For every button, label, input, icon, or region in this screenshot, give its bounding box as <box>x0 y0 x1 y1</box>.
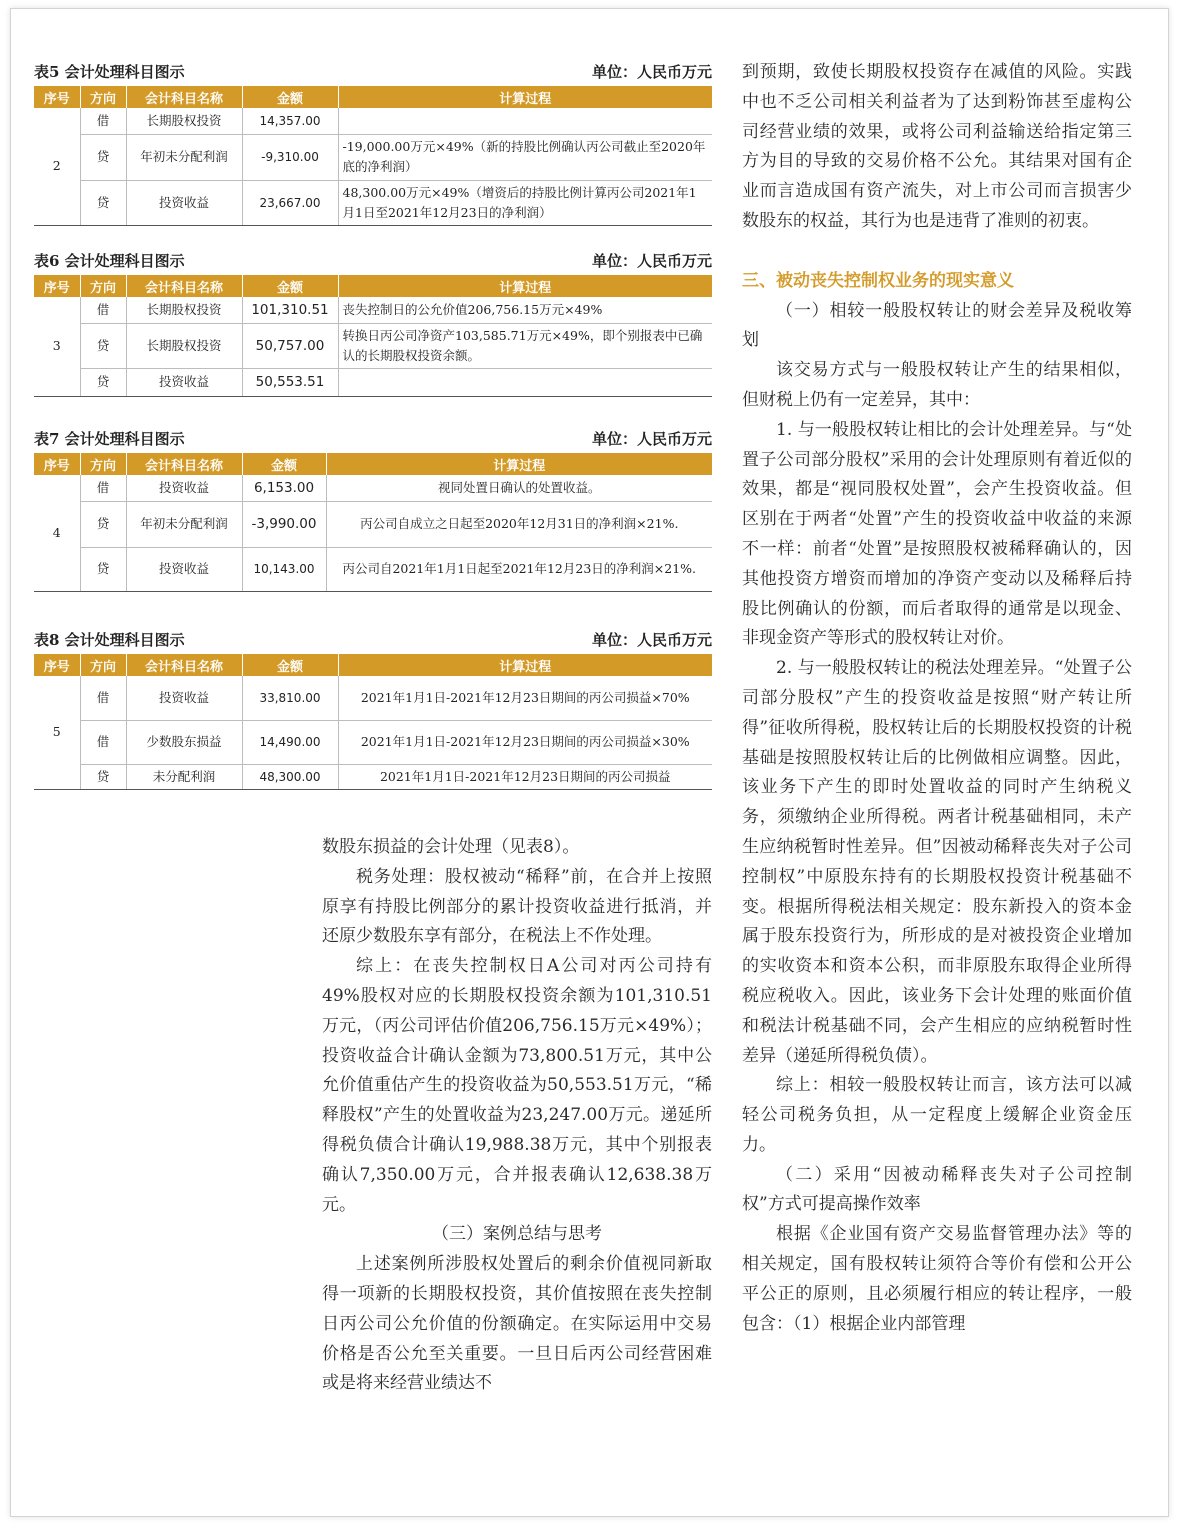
table6-caption <box>34 245 712 275</box>
header-calc: 计算过程 <box>338 654 712 676</box>
table-row <box>34 676 712 720</box>
header-dir: 方向 <box>80 275 126 297</box>
table7 <box>34 453 712 592</box>
calc-cell <box>338 108 712 134</box>
table-row <box>34 368 712 396</box>
table6 <box>34 275 712 397</box>
paragraph: 1. 与一般股权转让相比的会计处理差异。与“处置子公司部分股权”采用的会计处理原则有着近似的效果，都是“视同股权处置”，会产生投资收益。但区别在于两者“处置”产生的投资收益中收益的来源不一样：前者“处置”是按照股权被稀释确认的，因其他投资方增资而增加的净资产变动以及稀释后持股比例确认的份额，而后者取得的通常是以现金、非现金资产等形式的股权转让对价。 <box>742 419 1132 649</box>
table7-block <box>34 423 712 592</box>
table5-title: 表5 会计处理科目图示 <box>34 62 185 81</box>
dir-cell: 贷 <box>80 180 126 225</box>
header-account: 会计科目名称 <box>126 453 242 475</box>
account-cell: 投资收益 <box>126 676 242 720</box>
table-row <box>34 134 712 180</box>
calc-cell: 丙公司自2021年1月1日起至2021年12月23日的净利润×21%. <box>326 547 712 591</box>
dir-cell: 借 <box>80 297 126 323</box>
table8-block <box>34 624 712 790</box>
table6-units: 单位：人民币万元 <box>591 251 712 270</box>
calc-cell: -19,000.00万元×49%（新的持股比例确认丙公司截止至2020年底的净利润） <box>338 134 712 180</box>
header-seq: 序号 <box>34 275 80 297</box>
table-row <box>34 323 712 368</box>
account-cell: 少数股东损益 <box>126 720 242 764</box>
paragraph: 上述案例所涉股权处置后的剩余价值视同新取得一项新的长期股权投资，其价值按照在丧失控制日丙公司公允价值的份额确定。在实际运用中交易价格是否公允至关重要。一旦日后丙公司经营困难或是将来经营业绩达不 <box>322 1254 712 1394</box>
dir-cell: 贷 <box>80 134 126 180</box>
account-cell: 长期股权投资 <box>126 323 242 368</box>
calc-cell: 丙公司自成立之日起至2020年12月31日的净利润×21%. <box>326 501 712 547</box>
amount-cell: 10,143.00 <box>242 547 326 591</box>
subheading: （二）采用“因被动稀释丧失对子公司控制权”方式可提高操作效率 <box>742 1164 1132 1215</box>
seq-cell: 2 <box>34 108 80 225</box>
table6-block <box>34 245 712 397</box>
amount-cell: 50,757.00 <box>242 323 338 368</box>
header-seq: 序号 <box>34 654 80 676</box>
subheading: （三）案例总结与思考 <box>432 1224 602 1245</box>
paragraph: 到预期，致使长期股权投资存在减值的风险。实践中也不乏公司相关利益者为了达到粉饰甚至虚构公司经营业绩的效果，或将公司利益输送给指定第三方为目的导致的交易价格不公允。其结果对国有企业而言造成国有资产流失，对上市公司而言损害少数股东的权益，其行为也是违背了准则的初衷。 <box>742 62 1132 231</box>
table-row <box>34 720 712 764</box>
account-cell: 年初未分配利润 <box>126 134 242 180</box>
paragraph: 综上：在丧失控制权日A公司对丙公司持有49%股权对应的长期股权投资余额为101,310.51万元，（丙公司评估价值206,756.15万元×49%）；投资收益合计确认金额为73,800.51万元，其中公允价值重估产生的投资收益为50,553.51万元，“稀释股权”产生的处置收益为23,247.00万元。递延所得税负债合计确认19,988.38万元，其中个别报表确认7,350.00万元，合并报表确认12,638.38万元。 <box>322 956 712 1215</box>
header-seq: 序号 <box>34 86 80 108</box>
table-row <box>34 501 712 547</box>
amount-cell: 33,810.00 <box>242 676 338 720</box>
section-heading: 三、被动丧失控制权业务的现实意义 <box>742 270 1014 291</box>
amount-cell: 14,490.00 <box>242 720 338 764</box>
dir-cell: 贷 <box>80 323 126 368</box>
header-calc: 计算过程 <box>326 453 712 475</box>
table5-units: 单位：人民币万元 <box>591 62 712 81</box>
account-cell: 长期股权投资 <box>126 297 242 323</box>
dir-cell: 借 <box>80 720 126 764</box>
dir-cell: 借 <box>80 676 126 720</box>
table8-caption <box>34 624 712 654</box>
subheading: （一）相较一般股权转让的财会差异及税收筹划 <box>742 300 1132 351</box>
paragraph: 根据《企业国有资产交易监督管理办法》等的相关规定，国有股权转让须符合等价有偿和公开公平公正的原则，且必须履行相应的转让程序，一般包含：（1）根据企业内部管理 <box>742 1224 1132 1334</box>
table5-block <box>34 56 712 226</box>
seq-cell: 5 <box>34 676 80 789</box>
paragraph: 2. 与一般股权转让的税法处理差异。“处置子公司部分股权”产生的投资收益是按照“财产转让所得”征收所得税，股权转让后的长期股权投资的计税基础是按照股权转让后的比例做相应调整。因此，该业务下产生的即时处置收益的同时产生纳税义务，须缴纳企业所得税。两者计税基础相同，未产生应纳税暂时性差异。但”因被动稀释丧失对子公司控制权”中原股东持有的长期股权投资计税基础不变。根据所得税法相关规定：股东新投入的资本金属于股东投资行为，所形成的是对被投资企业增加的实收资本和资本公积，而非原股东取得企业所得税应税收入。因此，该业务下会计处理的账面价值和税法计税基础不同，会产生相应的应纳税暂时性差异（递延所得税负债）。 <box>742 658 1132 1066</box>
dir-cell: 借 <box>80 108 126 134</box>
amount-cell: 23,667.00 <box>242 180 338 225</box>
header-dir: 方向 <box>80 453 126 475</box>
calc-cell: 2021年1月1日-2021年12月23日期间的丙公司损益×70% <box>338 676 712 720</box>
table5-caption <box>34 56 712 86</box>
header-dir: 方向 <box>80 654 126 676</box>
table8-title: 表8 会计处理科目图示 <box>34 630 185 649</box>
dir-cell: 贷 <box>80 764 126 789</box>
account-cell: 年初未分配利润 <box>126 501 242 547</box>
table-row <box>34 108 712 134</box>
header-calc: 计算过程 <box>338 275 712 297</box>
calc-cell: 丧失控制日的公允价值206,756.15万元×49% <box>338 297 712 323</box>
header-amount: 金额 <box>242 275 338 297</box>
table7-units: 单位：人民币万元 <box>591 429 712 448</box>
table5 <box>34 86 712 226</box>
calc-cell: 2021年1月1日-2021年12月23日期间的丙公司损益 <box>338 764 712 789</box>
table7-caption <box>34 423 712 453</box>
calc-cell: 转换日丙公司净资产103,585.71万元×49%，即个别报表中已确认的长期股权投资余额。 <box>338 323 712 368</box>
header-amount: 金额 <box>242 86 338 108</box>
paragraph: 该交易方式与一般股权转让产生的结果相似，但财税上仍有一定差异，其中： <box>742 360 1132 410</box>
seq-cell: 3 <box>34 297 80 396</box>
dir-cell: 贷 <box>80 501 126 547</box>
table-row <box>34 764 712 789</box>
calc-cell: 视同处置日确认的处置收益。 <box>326 475 712 501</box>
seq-cell: 4 <box>34 475 80 591</box>
header-dir: 方向 <box>80 86 126 108</box>
amount-cell: -9,310.00 <box>242 134 338 180</box>
account-cell: 投资收益 <box>126 547 242 591</box>
header-account: 会计科目名称 <box>126 275 242 297</box>
amount-cell: 6,153.00 <box>242 475 326 501</box>
amount-cell: -3,990.00 <box>242 501 326 547</box>
account-cell: 未分配利润 <box>126 764 242 789</box>
header-amount: 金额 <box>242 654 338 676</box>
header-account: 会计科目名称 <box>126 654 242 676</box>
calc-cell <box>338 368 712 396</box>
account-cell: 投资收益 <box>126 368 242 396</box>
account-cell: 投资收益 <box>126 475 242 501</box>
table7-title: 表7 会计处理科目图示 <box>34 429 185 448</box>
account-cell: 长期股权投资 <box>126 108 242 134</box>
dir-cell: 借 <box>80 475 126 501</box>
amount-cell: 50,553.51 <box>242 368 338 396</box>
table8 <box>34 654 712 790</box>
amount-cell: 101,310.51 <box>242 297 338 323</box>
amount-cell: 14,357.00 <box>242 108 338 134</box>
table-row <box>34 475 712 501</box>
paragraph: 数股东损益的会计处理（见表8）。 <box>322 837 580 857</box>
table6-title: 表6 会计处理科目图示 <box>34 251 185 270</box>
calc-cell: 2021年1月1日-2021年12月23日期间的丙公司损益×30% <box>338 720 712 764</box>
paragraph: 综上：相较一般股权转让而言，该方法可以减轻公司税务负担，从一定程度上缓解企业资金压力。 <box>742 1075 1132 1155</box>
table-row <box>34 180 712 225</box>
middle-column <box>322 833 712 1399</box>
header-seq: 序号 <box>34 453 80 475</box>
paragraph: 税务处理：股权被动“稀释”前，在合并上按照原享有持股比例部分的累计投资收益进行抵消，并还原少数股东享有部分，在税法上不作处理。 <box>322 866 712 947</box>
header-account: 会计科目名称 <box>126 86 242 108</box>
table-row <box>34 297 712 323</box>
right-column <box>742 58 1132 1339</box>
dir-cell: 贷 <box>80 368 126 396</box>
calc-cell: 48,300.00万元×49%（增资后的持股比例计算丙公司2021年1月1日至2021年12月23日的净利润） <box>338 180 712 225</box>
dir-cell: 贷 <box>80 547 126 591</box>
account-cell: 投资收益 <box>126 180 242 225</box>
header-amount: 金额 <box>242 453 326 475</box>
header-calc: 计算过程 <box>338 86 712 108</box>
amount-cell: 48,300.00 <box>242 764 338 789</box>
table-row <box>34 547 712 591</box>
table8-units: 单位：人民币万元 <box>591 630 712 649</box>
